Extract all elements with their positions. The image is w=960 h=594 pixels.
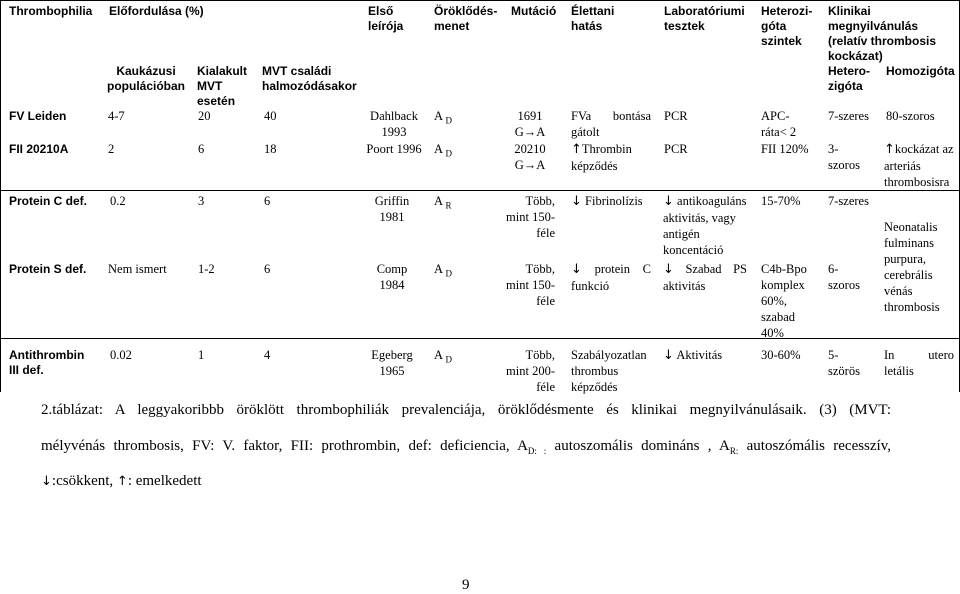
row-proteins-hetero: 6-szoros	[828, 262, 860, 292]
row-proteins-kialakult: 1-2	[198, 262, 215, 276]
row-antithrombin-kaukazusi: 0.02	[110, 348, 132, 362]
row-proteinc-hatas: ↓ Fibrinolízis	[571, 194, 643, 209]
row-fii-name: FII 20210A	[9, 142, 69, 156]
header-hetero-zigota: Hetero-zigóta	[828, 64, 871, 93]
row-fii-szint: FII 120%	[761, 142, 809, 156]
header-heterozigota-szintek: Heterozigóta szintek	[761, 4, 813, 48]
header-kialakult-mvt: Kialakult MVT esetén	[197, 64, 248, 108]
row-fii-mutacio: 20210 G→A	[514, 142, 546, 172]
header-homozigota: Homozigóta	[886, 64, 955, 78]
table-top-border	[0, 0, 960, 1]
header-oroklodesmenet: Öröklődés-menet	[434, 4, 498, 33]
row-proteinc-homo: Neonatalis fulminans purpura, cerebrális vénás thrombosis	[884, 220, 940, 314]
header-thrombophilia: Thrombophilia	[9, 4, 93, 18]
row-fvleiden-mutacio: 1691 G→A	[514, 109, 546, 139]
row-fvleiden-kialakult: 20	[198, 109, 211, 123]
arrow-up-icon: ↑	[571, 142, 582, 157]
arrow-down-icon: ↓	[663, 348, 674, 363]
row-antithrombin-homo: In utero letális	[884, 348, 954, 378]
row-antithrombin-hatas: Szabályozatlan thrombus képződés	[571, 348, 647, 394]
row-fii-homo: ↑kockázat az arteriás thrombosisra	[884, 142, 954, 189]
row-proteinc-lab: ↓ antikoaguláns aktivitás, vagy antigén koncentáció	[663, 194, 747, 257]
page-number: 9	[462, 577, 470, 593]
row-antithrombin-orokl: A $_D$	[434, 348, 452, 365]
row-antithrombin-csaladi: 4	[264, 348, 271, 362]
row-fvleiden-hatas: FVa bontása gátolt	[571, 109, 651, 139]
header-elso-leiroja: Első leírója	[368, 4, 404, 33]
row-fvleiden-name: FV Leiden	[9, 109, 67, 123]
row-fvleiden-csaladi: 40	[264, 109, 277, 123]
row-separator	[0, 190, 960, 191]
arrow-down-icon: ↓	[663, 194, 674, 209]
row-fii-lab: PCR	[664, 142, 688, 156]
row-proteins-orokl: A $_D$	[434, 262, 452, 279]
row-proteinc-mutacio: Több, mint 150-féle	[506, 194, 555, 240]
row-proteinc-leiroja: Griffin 1981	[374, 194, 410, 224]
arrow-up-icon: ↑	[884, 142, 895, 157]
row-fii-csaladi: 18	[264, 142, 277, 156]
header-elettani-hatas: Élettani hatás	[571, 4, 615, 33]
row-proteinc-szint: 15-70%	[761, 194, 801, 208]
row-fvleiden-orokl: A $_D$	[434, 109, 452, 126]
table-left-border	[0, 0, 1, 392]
arrow-down-icon: ↓	[571, 194, 582, 209]
row-proteins-lab: ↓ Szabad PS aktivitás	[663, 262, 747, 293]
header-kaukazusi: Kaukázusi populációban	[107, 64, 185, 93]
caption-line3: ↓:csökkent, ↑: emelkedett	[41, 473, 202, 489]
arrow-down-icon: ↓	[571, 262, 582, 277]
row-proteins-kaukazusi: Nem ismert	[108, 262, 167, 276]
row-fvleiden-lab: PCR	[664, 109, 688, 123]
header-klinikai: Klinikai megnyilvánulás (relatív thrombosis kockázat)	[828, 4, 937, 63]
arrow-down-icon: ↓	[41, 474, 52, 489]
row-fvleiden-leiroja: Dahlback 1993	[370, 109, 418, 139]
row-antithrombin-lab: ↓ Aktivitás	[663, 348, 723, 363]
row-fvleiden-homo: 80-szoros	[886, 109, 935, 123]
row-proteinc-kaukazusi: 0.2	[110, 194, 126, 208]
row-antithrombin-name: Antithrombin III def.	[9, 348, 85, 377]
row-proteinc-hetero: 7-szeres	[828, 194, 869, 208]
row-proteinc-csaladi: 6	[264, 194, 271, 208]
row-proteins-name: Protein S def.	[9, 262, 87, 276]
row-fii-orokl: A $_D$	[434, 142, 452, 159]
row-antithrombin-hetero: 5-szörös	[828, 348, 860, 378]
row-fii-leiroja: Poort 1996	[366, 142, 422, 156]
row-fvleiden-kaukazusi: 4-7	[108, 109, 125, 123]
row-proteins-szint: C4b-Bpo komplex 60%, szabad 40%	[761, 262, 807, 340]
row-proteins-hatas: ↓ protein C funkció	[571, 262, 651, 293]
row-fvleiden-szint: APC-ráta< 2	[761, 109, 797, 139]
row-proteinc-name: Protein C def.	[9, 194, 88, 208]
row-proteins-leiroja: Comp 1984	[376, 262, 408, 292]
row-antithrombin-leiroja: Egeberg 1965	[371, 348, 413, 378]
row-proteins-mutacio: Több, mint 150-féle	[506, 262, 555, 308]
row-fvleiden-hetero: 7-szeres	[828, 109, 869, 123]
row-fii-hetero: 3-szoros	[828, 142, 860, 172]
header-mutacio: Mutáció	[511, 4, 557, 18]
row-fii-kaukazusi: 2	[108, 142, 115, 156]
row-antithrombin-kialakult: 1	[198, 348, 205, 362]
row-antithrombin-mutacio: Több, mint 200-féle	[506, 348, 555, 394]
header-mvt-csaladi: MVT családi halmozódásakor	[262, 64, 357, 93]
arrow-down-icon: ↓	[663, 262, 674, 277]
row-proteinc-kialakult: 3	[198, 194, 205, 208]
caption-line2: mélyvénás thrombosis, FV: V. faktor, FII: prothrombin, def: deficiencia, $A_{D: :}$ autoszomális domináns , $A_{R:}$ autoszómális recesszív,	[41, 438, 891, 456]
row-fii-hatas: ↑Thrombin képződés	[571, 142, 632, 173]
row-proteins-csaladi: 6	[264, 262, 271, 276]
row-separator	[0, 338, 960, 339]
arrow-up-icon: ↑	[116, 474, 128, 489]
row-antithrombin-szint: 30-60%	[761, 348, 801, 362]
caption-line1: 2.táblázat: A leggyakoribbb öröklött thrombophiliák prevalenciája, öröklődésmente és klinikai megnyilvánulásaik. (3) (MVT:	[41, 402, 891, 418]
header-lab-tesztek: Laboratóriumi tesztek	[664, 4, 745, 33]
row-fii-kialakult: 6	[198, 142, 205, 156]
row-proteinc-orokl: A $_R$	[434, 194, 452, 211]
header-elofordulasa: Előfordulása (%)	[109, 4, 204, 18]
